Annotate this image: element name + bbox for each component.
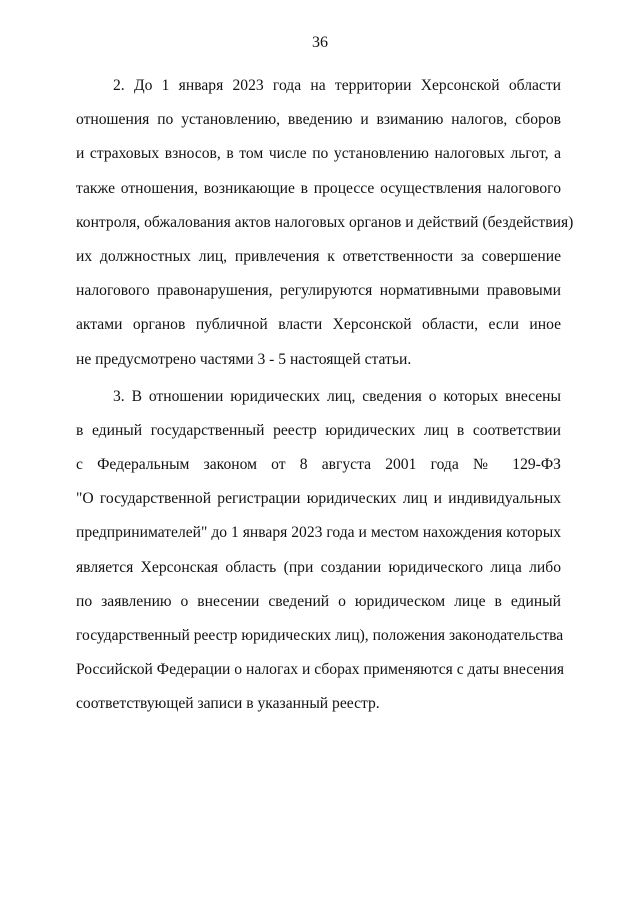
text-line: также отношения, возникающие в процессе осуществления налогового [76,179,561,197]
text-line: контроля, обжалования актов налоговых органов и действий (бездействия) [76,213,574,231]
text-line: и страховых взносов, в том числе по установлению налоговых льгот, а [76,145,561,163]
text-line: Российской Федерации о налогах и сборах применяются с даты внесения [76,661,565,679]
text-line: с Федеральным законом от 8 августа 2001 года № 129-ФЗ [76,456,561,474]
text-line: "О государственной регистрации юридических лиц и индивидуальных [76,490,561,508]
text-line: отношения по установлению, введению и взиманию налогов, сборов [76,111,561,129]
text-line: предпринимателей" до 1 января 2023 года и местом нахождения которых [76,524,561,542]
text-line: актами органов публичной власти Херсонской области, если иное [76,316,561,334]
text-line: 3. В отношении юридических лиц, сведения о которых внесены [113,387,561,405]
text-line: по заявлению о внесении сведений о юридическом лице в единый [76,592,561,610]
text-line: соответствующей записи в указанный реестр. [76,695,380,713]
paragraph-3 [76,380,565,722]
paragraph-2 [76,69,574,377]
text-line: 2. До 1 января 2023 года на территории Херсонской области [113,77,561,94]
text-line: в единый государственный реестр юридических лиц в соответствии [76,421,561,439]
page-number: 36 [312,34,328,51]
text-line: не предусмотрено частями 3 - 5 настоящей статьи. [76,350,412,368]
text-line: их должностных лиц, привлечения к ответственности за совершение [76,248,561,266]
text-line: государственный реестр юридических лиц), положения законодательства [76,627,564,645]
document-body [76,69,574,724]
text-line: является Херсонская область (при создании юридического лица либо [76,558,561,576]
text-line: налогового правонарушения, регулируются нормативными правовыми [76,282,561,300]
